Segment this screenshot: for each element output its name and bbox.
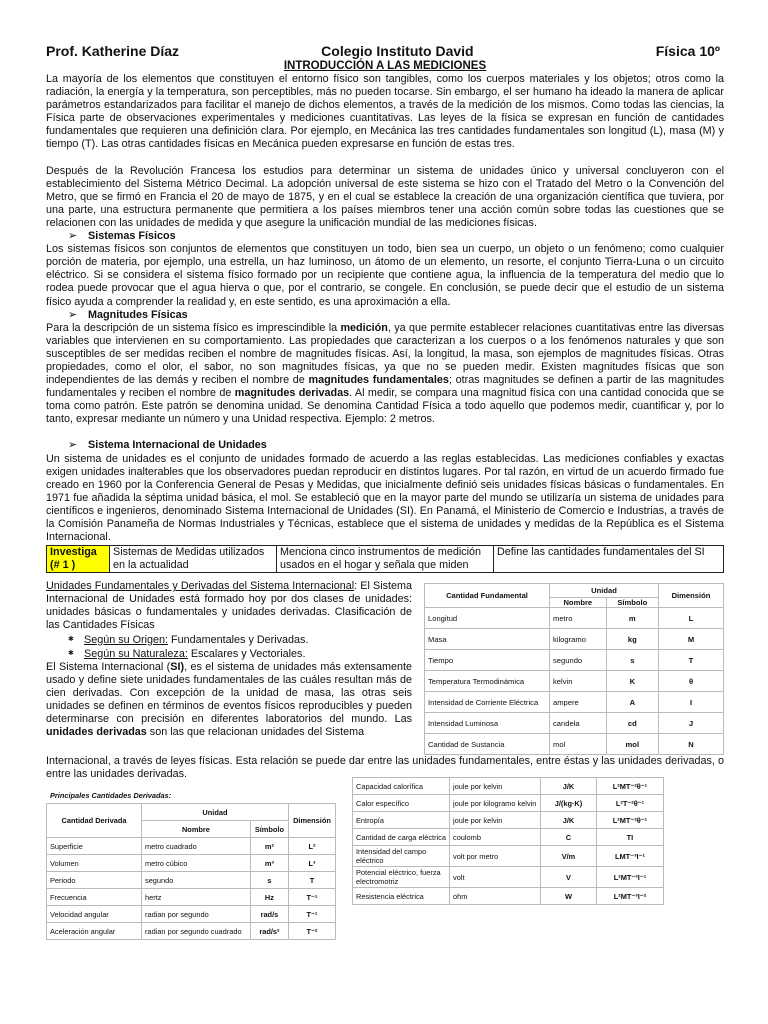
sistemas-paragraph: Los sistemas físicos son conjuntos de elementos que constituyen un todo, bien sea un cuerpo, un objeto o un fenómeno; como cualquier porción de materia, por ejemplo, una estrella, un haz luminoso, un átomo de un elemento, un resorte, el conjunto Tierra-Luna o un circuito eléctrico. Si se considera el sistema físico formado por un recipiente que contiene agua, la influencia de la temperatura del medio que lo rodea puede provocar que el agua hierva o que, por el contrario, se congele. En conclusión, se puede decir que el estudio de un sistema físico ayuda a comprender la realidad y, en este sentido, es una aproximación a ella. xyxy=(46,243,724,308)
col-unidad: Unidad xyxy=(550,584,659,598)
col-simbolo: Símbolo xyxy=(606,598,658,608)
investiga-task-1: Sistemas de Medidas utilizados en la actualidad xyxy=(110,546,277,573)
document-title: INTRODUCCIÓN A LAS MEDICIONES xyxy=(283,60,487,72)
col-nombre: Nombre xyxy=(550,598,607,608)
table-row: Superficie metro cuadrado m² L² xyxy=(47,838,336,855)
arrow-bullet-icon: ➢ xyxy=(68,439,78,452)
table-row: Potencial eléctrico, fuerza electromotriz volt V L²MT⁻³I⁻¹ xyxy=(353,867,664,888)
table-row: Longitud metro m L xyxy=(425,608,724,629)
table-row: Intensidad de Corriente Eléctrica ampere A I xyxy=(425,692,724,713)
magnitudes-paragraph: Para la descripción de un sistema físico es imprescindible la medición, ya que permite establecer relaciones cuantitativas entre las diversas variables que intervienen en su comportamiento. Las propiedades que caracterizan a los cuerpos o a los fenómenos naturales y que son susceptibles de ser medidas reciben el nombre de magnitudes físicas. Así, la longitud, la masa, son ejemplos de magnitudes físicas. Otras propiedades, como el olor, el sabor, no son magnitudes físicas, ya que no se pueden medir. Existen magnitudes físicas que son independientes de las demás y reciben el nombre de magnitudes fundamentales; otras magnitudes se definen a partir de las magnitudes fundamentales y reciben el nombre de magnitudes derivadas. Al medir, se compara una magnitud física con una cantidad conocida que se toma como patrón. Este patrón se denomina unidad. Se denomina Cantidad Física a todo aquello que podemos medir, cuantificar y, por lo tanto, expresar mediante un número y una Unidad respectiva. Ejemplo: 2 metros. xyxy=(46,321,724,426)
table-row: Masa kilogramo kg M xyxy=(425,629,724,650)
col-cantidad-fundamental: Cantidad Fundamental xyxy=(425,584,550,608)
col-nombre: Nombre xyxy=(142,821,251,838)
intro-paragraph-2: Después de la Revolución Francesa los estudios para determinar un sistema de unidades único y universal concluyeron con el establecimiento del Sistema Métrico Decimal. La adopción universal de este sistema se hizo con el Tratado del Metro o la Convención del Metro, que se firmó en Francia el 20 de mayo de 1875, y en el cual se establece la creación de una organización científica que tuviera, por una parte, una estructura permanente que permitiera a los países miembros tener una acción común sobre todas las cuestiones que se relacionen con las unidades de medida y que asegure la unificación mundial de las mediciones físicas. xyxy=(46,164,724,229)
class-naturaleza: ✱ Según su Naturaleza: Escalares y Vectoriales. xyxy=(68,647,306,660)
table-row: Entropía joule por kelvin J/K L²MT⁻²θ⁻¹ xyxy=(353,812,664,829)
arrow-bullet-icon: ➢ xyxy=(68,230,78,243)
table-row: Cantidad de carga eléctrica coulomb C TI xyxy=(353,829,664,846)
heading-sistema-internacional: ➢ Sistema Internacional de Unidades xyxy=(68,439,267,452)
col-unidad: Unidad xyxy=(142,804,289,821)
heading-sistemas-fisicos: ➢ Sistemas Físicos xyxy=(68,230,176,243)
table-row: Intensidad Luminosa candela cd J xyxy=(425,713,724,734)
table-row: Intensidad del campo eléctrico volt por metro V/m LMT⁻³I⁻¹ xyxy=(353,846,664,867)
col-cantidad-derivada: Cantidad Derivada xyxy=(47,804,142,838)
col-simbolo: Símbolo xyxy=(250,821,288,838)
si-units-paragraph-cont: Internacional, a través de leyes físicas. Esta relación se puede dar entre las unidades fundamentales, entre éstas y las unidades derivadas, o entre las unidades derivadas. xyxy=(46,755,724,781)
derived-quantities-table xyxy=(46,803,336,940)
table-row: Temperatura Termodinámica kelvin K θ xyxy=(425,671,724,692)
investiga-table xyxy=(46,545,724,573)
table-row: Tiempo segundo s T xyxy=(425,650,724,671)
star-bullet-icon: ✱ xyxy=(68,649,74,657)
table-row: Aceleración angular radian por segundo cuadrado rad/s² T⁻² xyxy=(47,923,336,940)
table-row: Velocidad angular radian por segundo rad/s T⁻¹ xyxy=(47,906,336,923)
fundamental-quantities-table xyxy=(424,583,724,755)
subject-name: Física 10º xyxy=(655,43,720,59)
table-row: Resistencia eléctrica ohm W L²MT⁻³I⁻² xyxy=(353,888,664,905)
class-origen: ✱ Según su Origen: Fundamentales y Derivadas. xyxy=(68,633,309,646)
teacher-name: Prof. Katherine Díaz xyxy=(46,43,180,59)
investiga-label: Investiga (# 1 ) xyxy=(47,546,110,573)
si-units-paragraph: El Sistema Internacional (SI), es el sistema de unidades más extensamente usado y define siete unidades fundamentales de las cuáles resultan más de cien derivadas. Con excepción de la unidad de masa, las otras seis unidades se definen en términos de eventos físicos reproducibles y pueden determinarse con precisión en diferentes laboratorios del mundo. Las unidades derivadas son las que relacionan unidades del Sistema xyxy=(46,660,412,739)
table-row: Volumen metro cúbico m³ L³ xyxy=(47,855,336,872)
arrow-bullet-icon: ➢ xyxy=(68,308,78,321)
si-paragraph: Un sistema de unidades es el conjunto de unidades formado de acuerdo a las reglas establecidas. Las mediciones confiables y exactas exigen unidades inalterables que los observadores puedan reproducir en distintos lugares. Por tal razón, en virtud de un acuerdo firmado fue creado en 1960 por la Conferencia General de Pesas y Medidas, que inicialmente definió seis unidades físicas básicas o fundamentales. En 1971 fue añadida la séptima unidad básica, el mol. Se estableció que en la mayor parte del mundo se utilizaría un sistema de unidades para científicos e ingenieros, denominado Sistema Internacional de Unidades (SI). En Panamá, el Ministerio de Comercio e Industrias, a través de la Comisión Panameña de Normas Industriales y Técnicas, establece que el sistema de unidades y medidas de la República es el Sistema Internacional. xyxy=(46,452,724,544)
heading-magnitudes-fisicas: ➢ Magnitudes Físicas xyxy=(68,308,188,321)
intro-paragraph-1: La mayoría de los elementos que constituyen el entorno físico son tangibles, como los cuerpos materiales y los objetos; otros como la radiación, la energía y la temperatura, son perceptibles, más no pueden tocarse. Sin embargo, el ser humano ha ideado la manera de aplicar parámetros estandarizados para facilitar el manejo de dichos elementos, a través de la medición de los mismos. Como todas las ciencias, la Física parte de observaciones experimentales y mediciones cuantitativas. Las leyes de la física se expresan en función de cantidades fundamentales que requieren una definición clara. Por ejemplo, en Mecánica las tres cantidades fundamentales son longitud (L), masa (M) y tiempo (T). Las otras cantidades físicas en Mecánica pueden expresarse en función de estas tres. xyxy=(46,73,724,151)
table-row: Frecuencia hertz Hz T⁻¹ xyxy=(47,889,336,906)
table-row: Periodo segundo s T xyxy=(47,872,336,889)
derived-quantities-table-2 xyxy=(352,777,664,905)
col-dimension: Dimensión xyxy=(659,584,724,608)
school-name: Colegio Instituto David xyxy=(321,43,474,59)
units-intro: Unidades Fundamentales y Derivadas del Sistema Internacional: El Sistema Internacional de Unidades está formado hoy por dos clases de unidades: unidades básicas o fundamentales y unidades derivadas. Clasificación de las Cantidades Físicas xyxy=(46,580,413,632)
table-row: Calor específico joule por kilogramo kelvin J/(kg·K) L²T⁻²θ⁻¹ xyxy=(353,795,664,812)
star-bullet-icon: ✱ xyxy=(68,635,74,643)
investiga-task-3: Define las cantidades fundamentales del SI xyxy=(494,546,724,573)
page-header xyxy=(46,42,724,60)
derived-caption: Principales Cantidades Derivadas: xyxy=(50,791,172,801)
table-row: Cantidad de Sustancia mol mol N xyxy=(425,734,724,755)
col-dimension: Dimensión xyxy=(288,804,335,838)
table-row: Capacidad calorífica joule por kelvin J/K L²MT⁻²θ⁻¹ xyxy=(353,778,664,795)
investiga-task-2: Menciona cinco instrumentos de medición usados en el hogar y señala que miden xyxy=(277,546,494,573)
